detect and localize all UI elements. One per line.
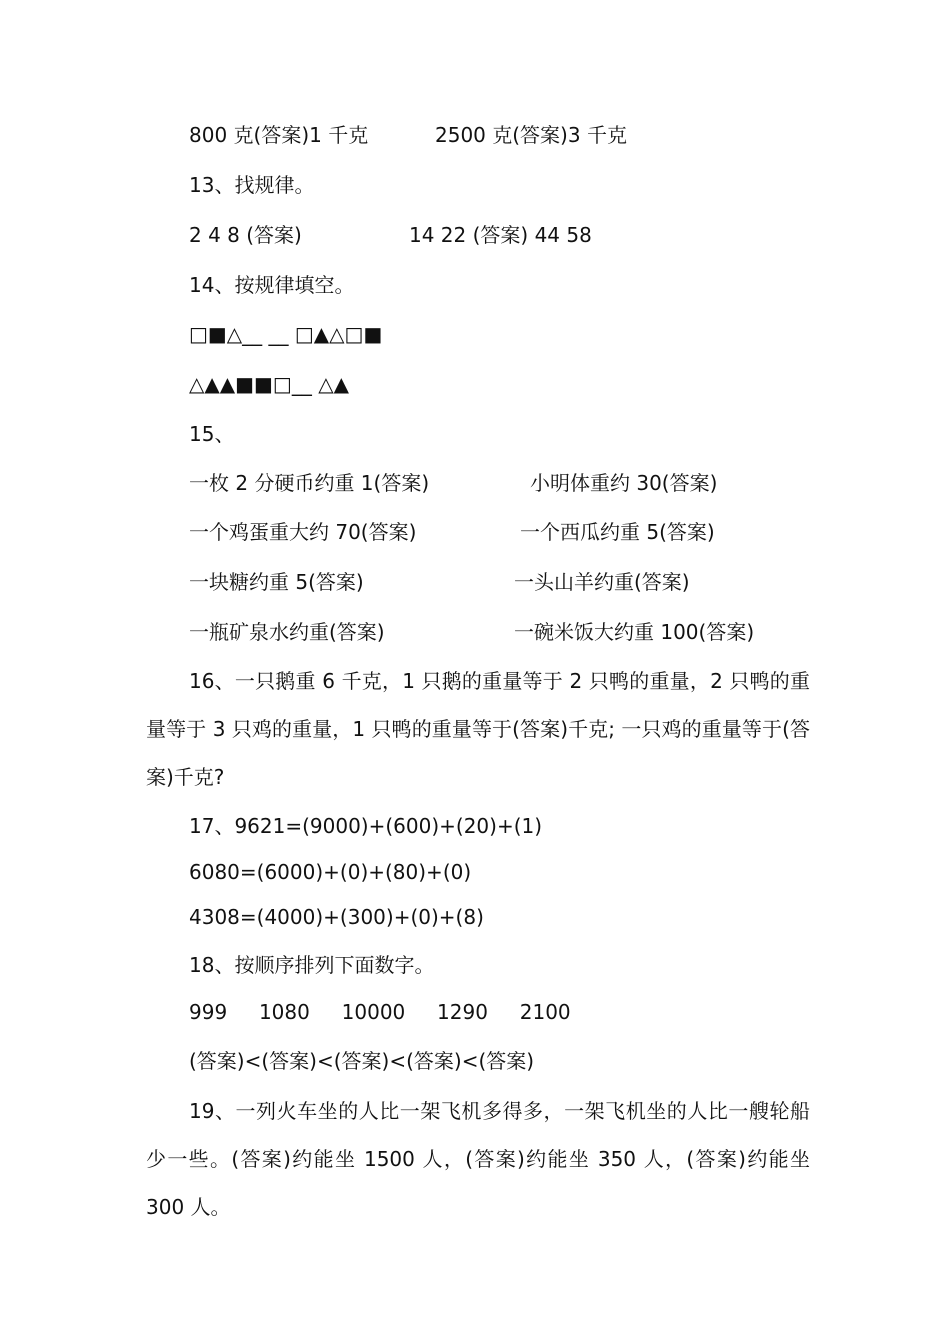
expansion-4308: 4308=(4000)+(300)+(0)+(8) xyxy=(189,905,484,929)
ordering-answer: (答案)<(答案)<(答案)<(答案)<(答案) xyxy=(189,1049,535,1073)
weight-item-coin: 一枚 2 分硬币约重 1(答案) xyxy=(189,471,430,495)
question-19: 19、一列火车坐的人比一架飞机多得多，一架飞机坐的人比一艘轮船少一些。(答案)约能坐 1500 人，(答案)约能坐 350 人，(答案)约能坐 300 人。 xyxy=(146,1099,810,1219)
pattern-sequence-1: 2 4 8 (答案) xyxy=(189,223,302,247)
weight-item-egg: 一个鸡蛋重大约 70(答案) xyxy=(189,520,417,544)
line-weight-compare-1: 800 克(答案)1 千克 xyxy=(189,123,369,147)
weight-item-goat: 一头山羊约重(答案) xyxy=(514,570,690,594)
expansion-6080: 6080=(6000)+(0)+(80)+(0) xyxy=(189,860,472,884)
question-13: 13、找规律。 xyxy=(189,173,315,197)
question-14: 14、按规律填空。 xyxy=(189,273,355,297)
weight-item-candy: 一块糖约重 5(答案) xyxy=(189,570,364,594)
weight-item-water-bottle: 一瓶矿泉水约重(答案) xyxy=(189,620,385,644)
shape-pattern-2: △▲▲■■□__ △▲ xyxy=(189,372,349,396)
question-17: 17、9621=(9000)+(600)+(20)+(1) xyxy=(189,814,543,838)
question-18: 18、按顺序排列下面数字。 xyxy=(189,953,435,977)
number-list: 999 1080 10000 1290 2100 xyxy=(189,1000,571,1024)
line-weight-compare-2: 2500 克(答案)3 千克 xyxy=(435,123,627,147)
question-15: 15、 xyxy=(189,422,235,446)
weight-item-xiaoming: 小明体重约 30(答案) xyxy=(530,471,718,495)
shape-pattern-1: □■△__ __ □▲△□■ xyxy=(189,322,383,346)
question-16: 16、一只鹅重 6 千克，1 只鹅的重量等于 2 只鸭的重量，2 只鸭的重量等于 3 只鸡的重量，1 只鸭的重量等于(答案)千克; 一只鸡的重量等于(答案)千克? xyxy=(146,669,810,789)
weight-item-watermelon: 一个西瓜约重 5(答案) xyxy=(520,520,715,544)
weight-item-rice-bowl: 一碗米饭大约重 100(答案) xyxy=(514,620,755,644)
pattern-sequence-2: 14 22 (答案) 44 58 xyxy=(409,223,592,247)
